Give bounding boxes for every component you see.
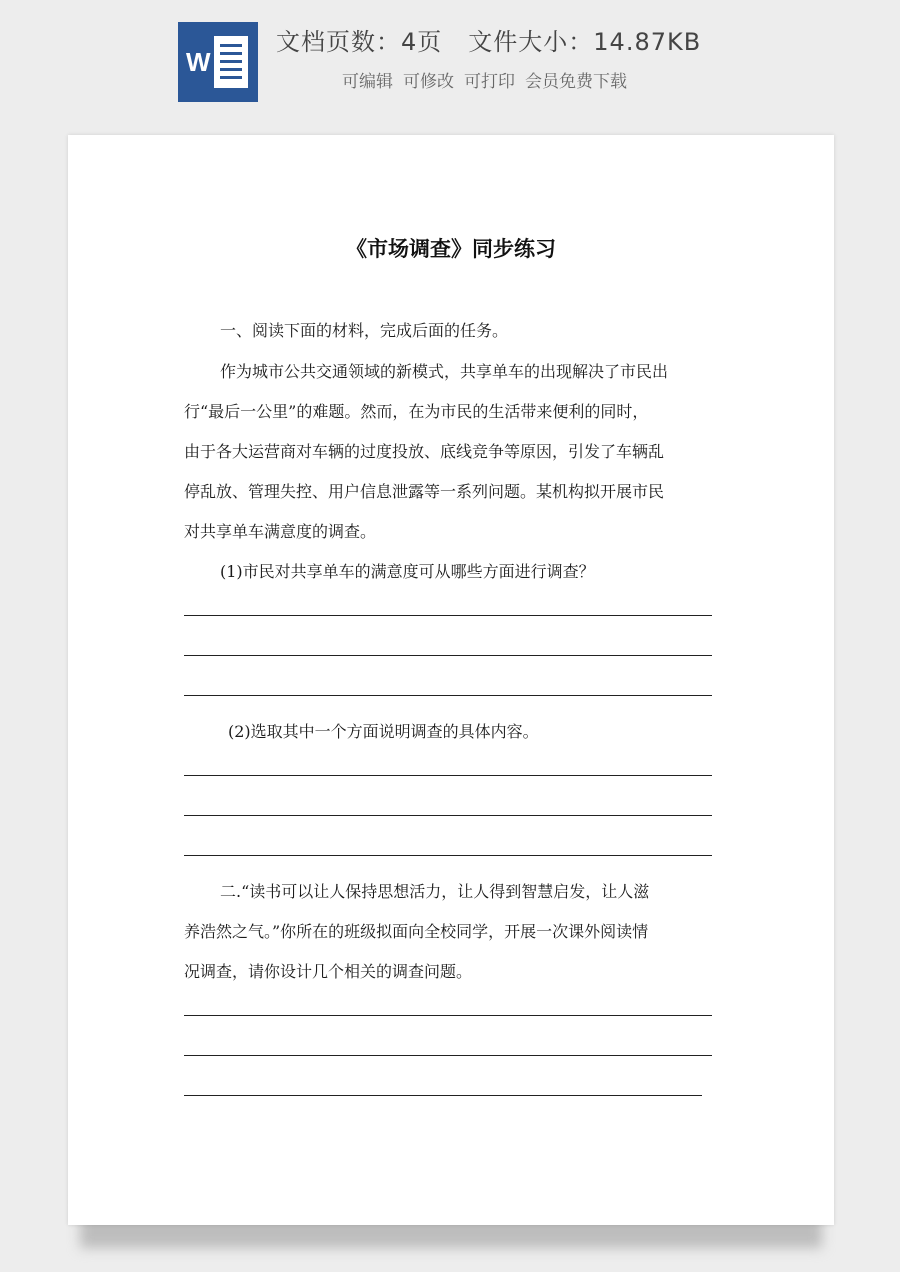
header <box>0 0 900 120</box>
answer-line[interactable] <box>184 615 712 616</box>
material-line: 对共享单车满意度的调查。 <box>184 522 377 541</box>
question-1: (1)市民对共享单车的满意度可从哪些方面进行调查？ <box>220 562 595 581</box>
page-count: 文档页数：4页 <box>276 28 443 56</box>
feature-list <box>342 67 627 92</box>
icon-letter: W <box>186 47 211 77</box>
section2-line: 养浩然之气。”你所在的班级拟面向全校同学，开展一次课外阅读情 <box>184 922 649 941</box>
document-page <box>68 135 834 1225</box>
answer-line[interactable] <box>184 695 712 696</box>
answer-line[interactable] <box>184 1015 712 1016</box>
icon-page <box>214 36 248 88</box>
document-title: 《市场调查》同步练习 <box>346 236 556 261</box>
word-document-icon <box>178 22 258 102</box>
section2-line: 二.“读书可以让人保持思想活力，让人得到智慧启发，让人滋 <box>220 882 650 901</box>
answer-line[interactable] <box>184 815 712 816</box>
feature-editable: 可编辑 <box>342 72 393 92</box>
answer-line[interactable] <box>184 1095 702 1096</box>
material-line: 作为城市公共交通领域的新模式，共享单车的出现解决了市民出 <box>220 362 669 381</box>
file-size: 文件大小：14.87KB <box>468 28 702 56</box>
material-line: 由于各大运营商对车辆的过度投放、底线竞争等原因，引发了车辆乱 <box>184 442 665 461</box>
answer-line[interactable] <box>184 1055 712 1056</box>
question-2: (2)选取其中一个方面说明调查的具体内容。 <box>228 722 539 741</box>
feature-member-free: 会员免费下载 <box>525 72 627 92</box>
feature-printable: 可打印 <box>464 72 515 92</box>
file-meta <box>276 22 701 57</box>
material-line: 行“最后一公里”的难题。然而，在为市民的生活带来便利的同时， <box>184 402 649 421</box>
answer-line[interactable] <box>184 855 712 856</box>
material-line: 停乱放、管理失控、用户信息泄露等一系列问题。某机构拟开展市民 <box>184 482 665 501</box>
feature-modifiable: 可修改 <box>403 72 454 92</box>
section2-line: 况调查，请你设计几个相关的调查问题。 <box>184 962 473 981</box>
answer-line[interactable] <box>184 775 712 776</box>
section1-heading: 一、阅读下面的材料，完成后面的任务。 <box>220 321 509 340</box>
answer-line[interactable] <box>184 655 712 656</box>
